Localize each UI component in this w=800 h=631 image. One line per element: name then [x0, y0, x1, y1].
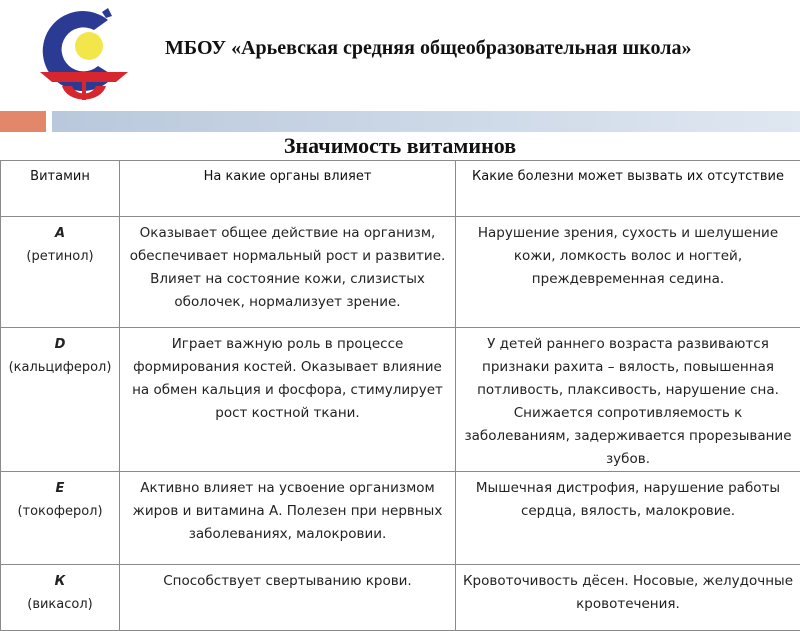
table-header-row — [1, 161, 800, 217]
logo-red-stem — [82, 80, 86, 100]
deficiency-cell: Кровоточивость дёсен. Носовые, желудочные кровотечения. — [456, 565, 800, 631]
effect-cell: Активно влияет на усвоение организмом жиров и витамина А. Полезен при нервных заболеваниях, малокровии. — [120, 472, 456, 565]
decor-bar-orange — [0, 111, 46, 132]
vitamin-name: (токоферол) — [7, 500, 113, 523]
decor-bar-blue — [52, 111, 800, 132]
vitamin-cell — [1, 565, 120, 631]
table-row — [1, 472, 800, 565]
effect-cell: Способствует свертыванию крови. — [120, 565, 456, 631]
vitamin-letter: D — [7, 333, 113, 356]
vitamin-letter: К — [7, 570, 113, 593]
vitamin-name: (кальциферол) — [7, 356, 113, 379]
deficiency-cell: Мышечная дистрофия, нарушение работы сердца, вялость, малокровие. — [456, 472, 800, 565]
page-title: Значимость витаминов — [0, 133, 800, 159]
vitamin-letter: А — [7, 222, 113, 245]
vitamin-cell — [1, 217, 120, 328]
column-header-vitamin: Витамин — [1, 161, 120, 217]
vitamin-letter: Е — [7, 477, 113, 500]
vitamin-name: (викасол) — [7, 593, 113, 616]
table-row — [1, 217, 800, 328]
school-logo — [34, 6, 134, 106]
table-row — [1, 328, 800, 472]
effect-cell: Играет важную роль в процессе формирования костей. Оказывает влияние на обмен кальция и фосфора, стимулирует рост костной ткани. — [120, 328, 456, 472]
column-header-organs: На какие органы влияет — [120, 161, 456, 217]
deficiency-cell: Нарушение зрения, сухость и шелушение кожи, ломкость волос и ногтей, преждевременная седина. — [456, 217, 800, 328]
vitamin-name: (ретинол) — [7, 245, 113, 268]
vitamin-cell — [1, 328, 120, 472]
column-header-diseases: Какие болезни может вызвать их отсутствие — [456, 161, 800, 217]
vitamins-table — [0, 160, 800, 631]
deficiency-cell: У детей раннего возраста развиваются признаки рахита – вялость, повышенная потливость, плаксивость, нарушение сна. Снижается сопротивляемость к заболеваниям, задерживается прорезывание зубов. — [456, 328, 800, 472]
logo-sun — [75, 32, 103, 60]
logo-flag — [102, 8, 112, 18]
effect-cell: Оказывает общее действие на организм, обеспечивает нормальный рост и развитие. Влияет на состояние кожи, слизистых оболочек, нормализует зрение. — [120, 217, 456, 328]
vitamin-cell — [1, 472, 120, 565]
school-name: МБОУ «Арьевская средняя общеобразовательная школа» — [165, 37, 691, 60]
table-row — [1, 565, 800, 631]
